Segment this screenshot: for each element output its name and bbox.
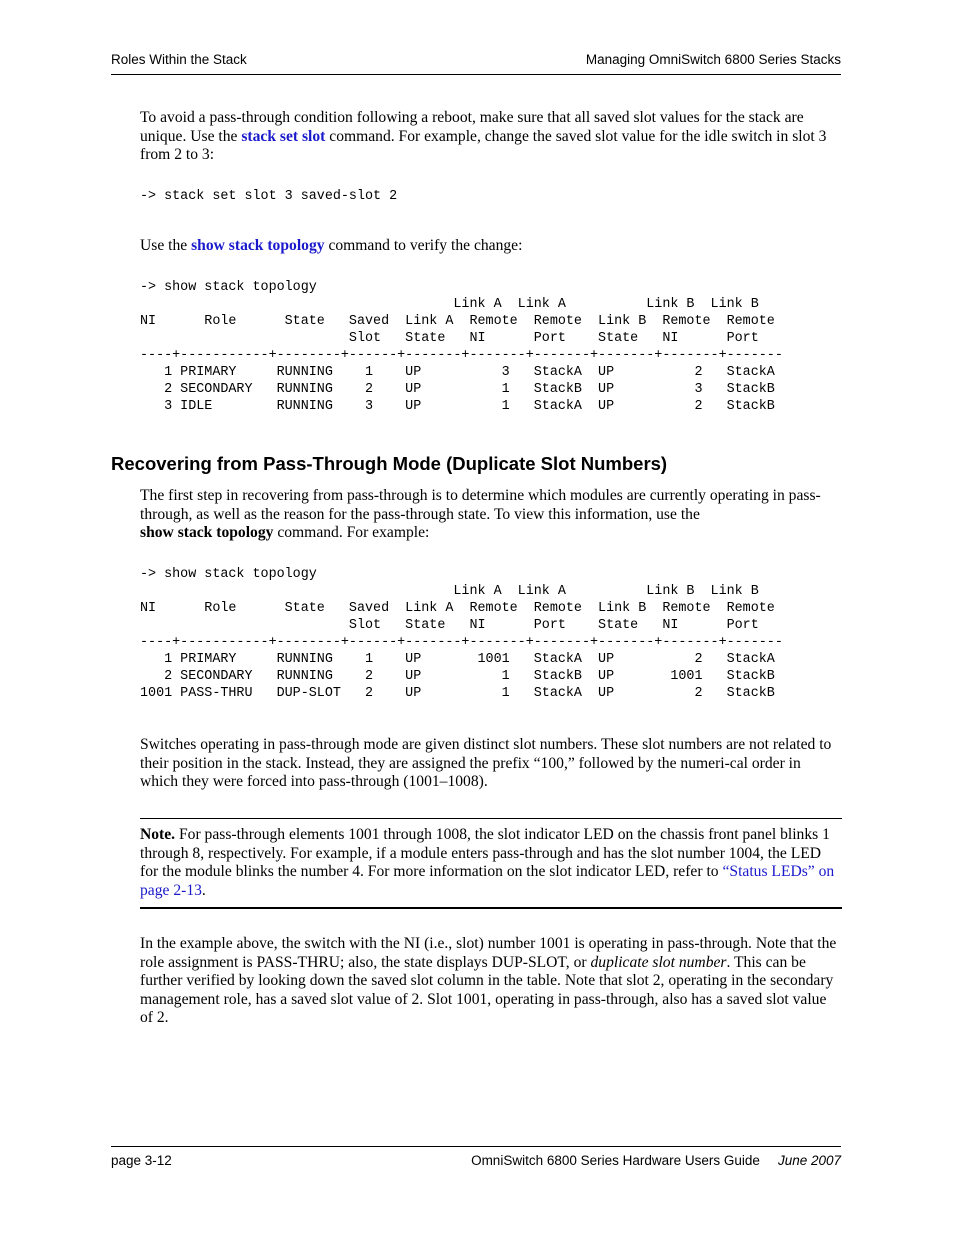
- note-label: Note.: [140, 826, 176, 843]
- page-number: page 3-12: [111, 1153, 172, 1168]
- page-header: [111, 52, 841, 75]
- topology-output-1: -> show stack topology Link A Link A Link B Link B NI Role State Saved Link A Remote Remote Link B Remote Remote Slot State NI Port State NI Port ----+-----------+--------+------+-------+-------+-------+-------+-------+------- 1 PRIMARY RUNNING 1 UP 3 StackA UP 2 StackA 2 SECONDARY RUNNING 2 UP 1 StackB UP 3 StackB 3 IDLE RUNNING 3 UP 1 StackA UP 2 StackB: [140, 280, 783, 414]
- intro-text: To avoid a pass-through condition following a reboot, make sure that all saved slot values for the stack are unique. Use the: [140, 109, 804, 145]
- duplicate-slot-term: duplicate slot number: [590, 953, 727, 971]
- topology-output-2: -> show stack topology Link A Link A Link B Link B NI Role State Saved Link A Remote Remote Link B Remote Remote Slot State NI Port State NI Port ----+-----------+--------+------+-------+-------+-------+-------+-------+------- 1 PRIMARY RUNNING 1 UP 1001 StackA UP 2 StackA 2 SECONDARY RUNNING 2 UP 1 StackB UP 1001 StackB 1001 PASS-THRU DUP-SLOT 2 UP 1 StackA UP 2 StackB: [140, 567, 783, 701]
- publication-date: June 2007: [777, 1153, 841, 1168]
- guide-title: OmniSwitch 6800 Series Hardware Users Guide: [471, 1153, 760, 1168]
- example-text-end: . This can be further verified by looking down the saved slot column in the table. Note that slot 2, operating in the secondary management role, has a saved slot value of 2. Slot 1001, operating in pass-through, also has a saved slot value of 2.: [140, 953, 834, 1027]
- section-heading: Recovering from Pass-Through Mode (Duplicate Slot Numbers): [111, 453, 668, 474]
- example-text: In the example above, the switch with the NI (i.e., slot) number 1001 is operating in pass-through. Note that the role assignment is PASS-THRU; also, the state displays DUP-SLOT, or: [140, 935, 837, 971]
- note-text: For pass-through elements 1001 through 1008, the slot indicator LED on the chassis front panel blinks 1 through 8, respectively. For example, if a module enters pass-through and has the slot number 1004, the LED for the module blinks the number 4. For more information on the slot indicator LED, refer to: [140, 826, 830, 881]
- recover-text-end: command. For example:: [273, 524, 430, 542]
- switches-paragraph: Switches operating in pass-through mode are given distinct slot numbers. These slot numbers are not related to their position in the stack. Instead, they are assigned the prefix “100,” followed by the numeri-cal order in which they were forced into pass-through (1001–1008).: [140, 736, 832, 791]
- status-leds-link[interactable]: “Status LEDs” on page 2-13: [140, 863, 835, 899]
- recover-paragraph: [140, 487, 840, 543]
- note-box: [140, 826, 840, 900]
- note-bottom-rule: [140, 907, 842, 909]
- note-top-rule: [140, 818, 842, 819]
- intro-text-end: command. For example, change the saved slot value for the idle switch in slot 3 from 2 to 3:: [140, 127, 827, 164]
- page-footer: [111, 1146, 841, 1168]
- example-paragraph: [140, 935, 840, 1028]
- recover-text: The first step in recovering from pass-through is to determine which modules are currently operating in pass-through, as well as the reason for the pass-through state. To view this information, use the: [140, 487, 821, 523]
- header-chapter-title: Managing OmniSwitch 6800 Series Stacks: [585, 52, 841, 67]
- verify-text-end: command to verify the change:: [324, 237, 523, 254]
- verify-text: Use the: [140, 237, 192, 254]
- footer-guide-info: [471, 1153, 841, 1168]
- show-stack-topology-link[interactable]: show stack topology: [191, 237, 325, 254]
- command-example: -> stack set slot 3 saved-slot 2: [140, 189, 398, 204]
- note-text-end: .: [201, 881, 206, 899]
- stack-set-slot-link[interactable]: stack set slot: [241, 127, 326, 145]
- show-stack-topology-command: show stack topology: [140, 524, 274, 542]
- intro-paragraph: [140, 109, 840, 165]
- header-section-title: Roles Within the Stack: [111, 52, 247, 67]
- verify-paragraph: [140, 237, 840, 256]
